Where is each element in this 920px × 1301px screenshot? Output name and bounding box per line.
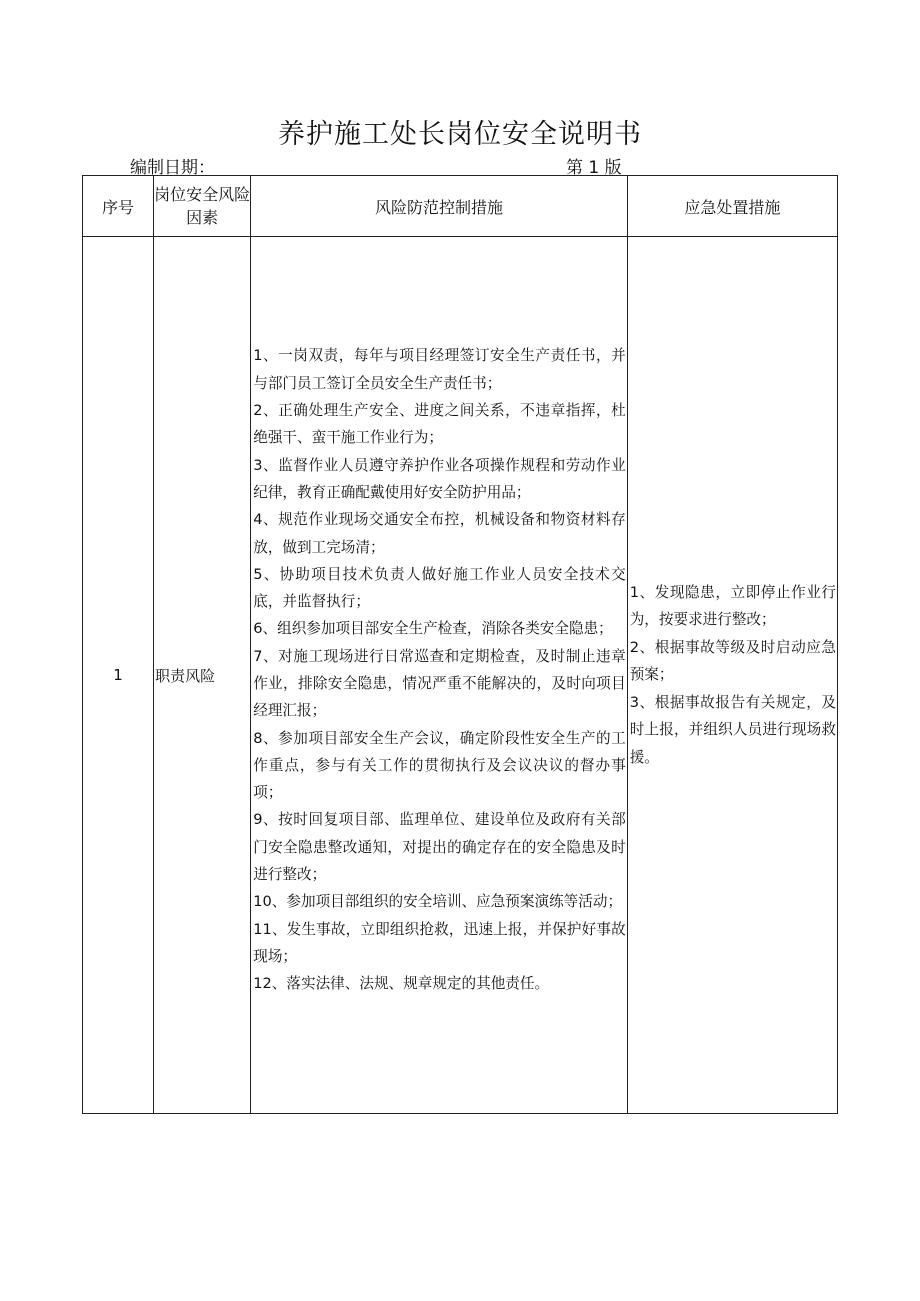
measure-item: 12、落实法律、法规、规章规定的其他责任。 xyxy=(253,975,550,993)
control-measures-list xyxy=(251,284,626,1065)
measure-item: 6、组织参加项目部安全生产检查，消除各类安全隐患； xyxy=(253,620,613,638)
measure-item: 5、协助项目技术负责人做好施工作业人员安全技术交底，并监督执行； xyxy=(253,565,626,611)
header-seq: 序号 xyxy=(83,176,154,237)
version-label: 第 1 版 xyxy=(566,158,622,178)
header-emergency-measures: 应急处置措施 xyxy=(627,176,837,237)
row-seq: 1 xyxy=(83,237,154,1114)
row-control-measures xyxy=(251,237,627,1114)
measure-item: 1、一岗双责，每年与项目经理签订安全生产责任书，并与部门员工签订全员安全生产责任书； xyxy=(253,347,626,392)
measure-item: 2、正确处理生产安全、进度之间关系，不违章指挥，杜绝强干、蛮干施工作业行为； xyxy=(253,402,626,447)
table-row xyxy=(83,237,838,1114)
emergency-measures-list xyxy=(628,579,837,772)
table-header-row xyxy=(83,176,838,237)
measure-item: 4、规范作业现场交通安全布控，机械设备和物资材料存放，做到工完场清； xyxy=(253,511,626,556)
header-control-measures: 风险防范控制措施 xyxy=(251,176,627,237)
emergency-item: 1、发现隐患，立即停止作业行为，按要求进行整改； xyxy=(629,583,836,629)
compile-date-label: 编制日期： xyxy=(130,158,215,178)
emergency-item: 3、根据事故报告有关规定，及时上报，并组织人员进行现场救援。 xyxy=(629,693,836,766)
measure-item: 10、参加项目部组织的安全培训、应急预案演练等活动； xyxy=(253,893,623,911)
measure-item: 3、监督作业人员遵守养护作业各项操作规程和劳动作业纪律，教育正确配戴使用好安全防护用品； xyxy=(253,456,626,501)
row-risk-factor: 职责风险 xyxy=(154,237,251,1114)
measure-item: 9、按时回复项目部、监理单位、建设单位及政府有关部门安全隐患整改通知，对提出的确定存在的安全隐患及时进行整改； xyxy=(253,811,626,884)
header-risk-factor: 岗位安全风险因素 xyxy=(154,176,251,237)
emergency-item: 2、根据事故等级及时启动应急预案； xyxy=(629,638,836,684)
measure-item: 7、对施工现场进行日常巡查和定期检查，及时制止违章作业，排除安全隐患，情况严重不能解决的，及时向项目经理汇报； xyxy=(253,647,626,720)
measure-item: 11、发生事故，立即组织抢救，迅速上报，并保护好事故现场； xyxy=(253,920,626,965)
measure-item: 8、参加项目部安全生产会议，确定阶段性安全生产的工作重点，参与有关工作的贯彻执行及会议决议的督办事项； xyxy=(253,729,626,802)
safety-responsibility-table xyxy=(82,175,838,1114)
row-emergency-measures xyxy=(627,237,837,1114)
document-title: 养护施工处长岗位安全说明书 xyxy=(278,119,642,150)
